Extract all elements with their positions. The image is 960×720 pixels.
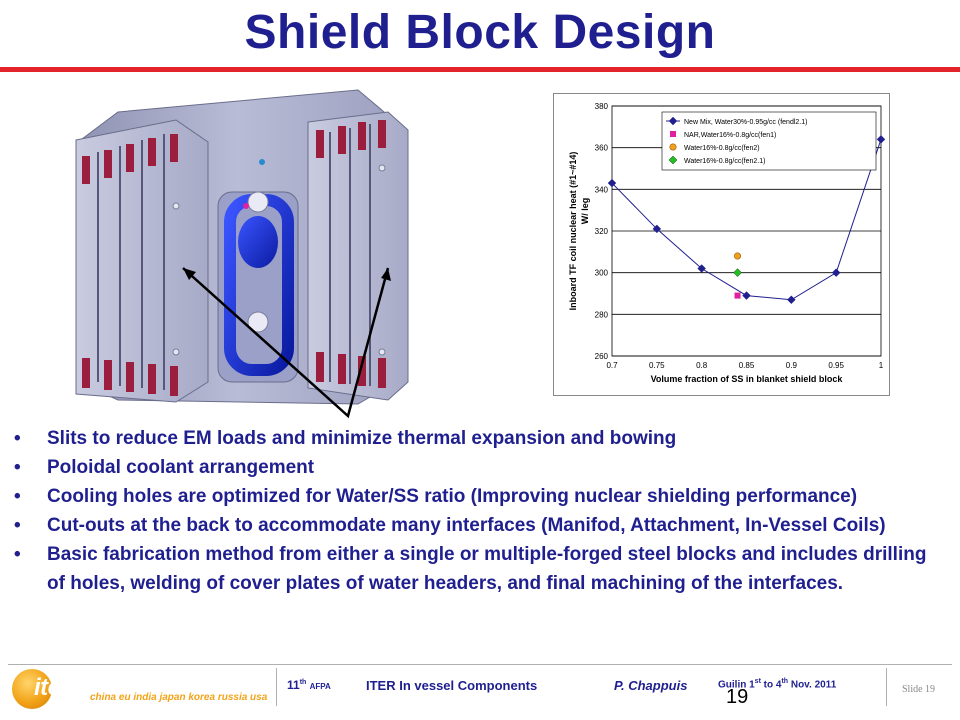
bullet-text: Cut-outs at the back to accommodate many interfaces (Manifod, Attachment, In-Vessel Coils) [47,515,886,536]
conference-label [287,678,331,692]
legend-entry: Water16%-0.8g/cc(fen2) [684,145,760,152]
conference-name: AFPA [309,682,331,691]
bullet-text: Basic fabrication method from either a single or multiple-forged steel blocks and includes drilling of holes, welding of cover plates of water headers, and final machining of the interfaces. [47,544,927,594]
venue-sup-a: st [754,678,761,685]
data-point [787,296,795,304]
nuclear-heat-chart [553,93,890,396]
bullet-item [14,511,944,540]
bullet-marker: • [14,544,21,565]
bullet-marker: • [14,457,21,478]
venue-text-b: to 4 [760,679,782,691]
data-point [734,253,740,259]
x-tick-label: 0.95 [828,361,844,370]
venue-sup-b: th [781,678,789,685]
bullet-text: Cooling holes are optimized for Water/SS ratio (Improving nuclear shielding performance) [47,486,858,507]
y-tick-label: 260 [594,352,608,361]
data-point [735,293,741,299]
bullet-text: Poloidal coolant arrangement [47,457,315,478]
data-point [734,269,742,277]
venue-text-c: Nov. 2011 [788,679,837,691]
bullet-item [14,482,944,511]
y-tick-label: 280 [594,310,608,320]
x-tick-label: 0.8 [696,361,708,370]
title-divider [0,67,960,72]
legend-swatch [670,131,676,137]
data-point [743,292,751,300]
venue-text-a: Guilin 1 [718,679,755,691]
y-tick-label: 340 [594,185,608,195]
author-name: P. Chappuis [614,678,688,693]
y-tick-label: 320 [594,227,608,236]
conference-ordinal: th [299,679,307,686]
x-tick-label: 0.9 [785,361,797,370]
iter-logo [6,666,274,712]
data-point [877,135,885,143]
bullet-list [14,424,944,598]
page-number: 19 [726,686,749,708]
talk-title: ITER In vessel Components [366,678,538,693]
conference-number: 11 [287,678,300,692]
y-axis-label: Inboard TF coil nuclear heat (#1~#14) [568,151,578,311]
legend-entry: NAR,Water16%-0.8g/cc(fen1) [684,132,777,139]
footer-separator [886,668,887,706]
bullet-text: Slits to reduce EM loads and minimize thermal expansion and bowing [47,428,677,449]
bullet-marker: • [14,515,21,536]
y-tick-label: 300 [594,268,608,278]
bullet-marker: • [14,428,21,449]
shield-block-illustration [58,82,430,420]
bullet-item [14,424,944,453]
footer-divider [8,664,952,665]
x-axis-label: Volume fraction of SS in blanket shield block [650,374,843,384]
legend-entry: New Mix, Water30%-0.95g/cc (fendl2.1) [684,119,808,126]
data-point [832,269,840,277]
slide-label: Slide 19 [902,684,936,695]
legend-entry: Water16%-0.8g/cc(fen2.1) [684,158,766,165]
bullet-item [14,540,944,598]
logo-tagline: china eu india japan korea russia usa [90,692,268,703]
x-tick-label: 1 [878,361,884,370]
nuclear-heat-chart-plot [554,94,889,395]
x-tick-label: 0.75 [649,361,665,370]
y-axis-label-unit: W/ leg [580,197,590,225]
y-tick-label: 380 [594,102,608,111]
x-tick-label: 0.85 [738,361,755,370]
footer-separator [276,668,277,706]
bullet-item [14,453,944,482]
x-tick-label: 0.7 [606,361,618,370]
slide-title: Shield Block Design [244,6,716,59]
y-tick-label: 360 [594,143,608,153]
logo-wordmark: iter [34,674,70,701]
legend-swatch [670,144,676,150]
bullet-marker: • [14,486,21,507]
